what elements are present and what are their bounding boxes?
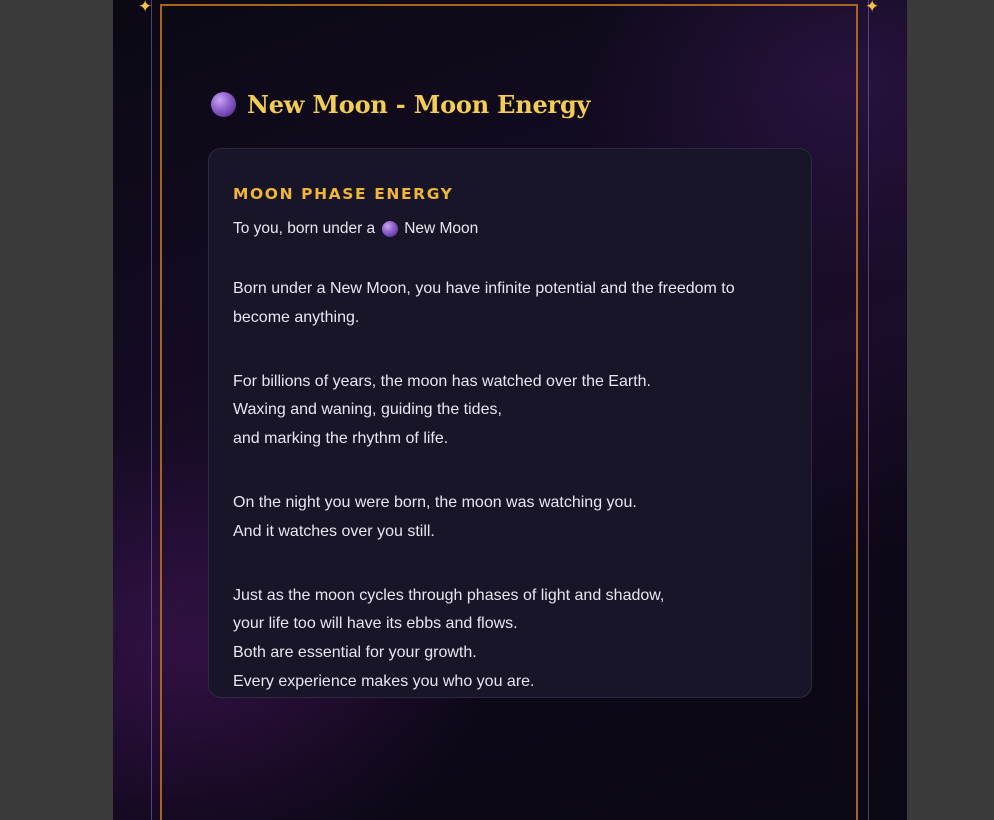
paragraph-line: Born under a New Moon, you have infinite potential and the freedom to: [233, 280, 735, 297]
moon-energy-page: [113, 0, 907, 820]
intro-prefix: To you, born under a: [233, 220, 376, 237]
paragraph-line: and marking the rhythm of life.: [233, 430, 449, 448]
paragraph-line: On the night you were born, the moon was watching you.: [233, 493, 637, 511]
section-title: New Moon - Moon Energy: [247, 89, 591, 119]
new-moon-icon-small: [382, 221, 398, 237]
intro-phase: New Moon: [404, 220, 479, 237]
paragraph-line: And it watches over you still.: [233, 522, 435, 540]
moon-phase-energy-card: [208, 148, 812, 698]
intro-line: [233, 218, 787, 240]
paragraph-line: your life too will have its ebbs and flows.: [233, 615, 518, 633]
card-label: MOON PHASE ENERGY: [233, 185, 454, 203]
paragraph-line: Just as the moon cycles through phases of light and shadow,: [233, 586, 665, 604]
paragraph-line: Every experience makes you who you are.: [233, 672, 535, 690]
paragraph-line: Both are essential for your growth.: [233, 644, 477, 662]
section-heading: [211, 86, 590, 122]
paragraph: [233, 368, 787, 454]
paragraph-line: For billions of years, the moon has watched over the Earth.: [233, 372, 651, 390]
paragraph-line: Waxing and waning, guiding the tides,: [233, 401, 502, 419]
paragraph-line: become anything.: [233, 308, 360, 326]
new-moon-icon: [211, 92, 236, 117]
star-icon-left: ✦: [138, 0, 153, 17]
paragraph: [233, 489, 787, 547]
star-icon-right: ✦: [865, 0, 880, 17]
paragraph: [233, 275, 787, 333]
paragraph: [233, 582, 787, 697]
